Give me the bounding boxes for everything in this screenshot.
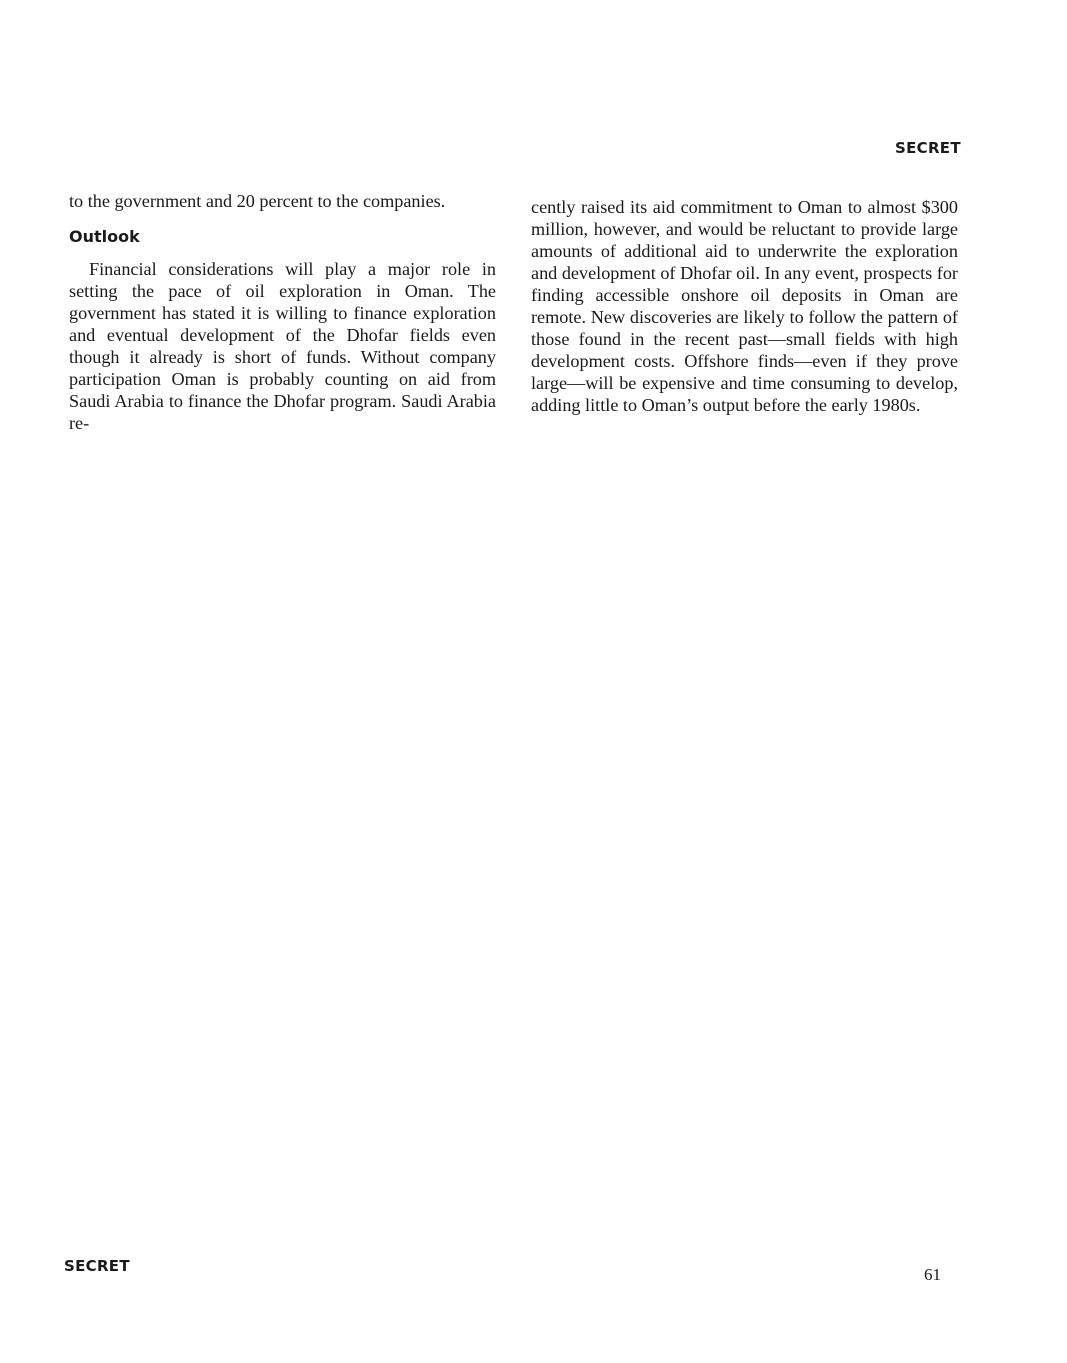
outlook-paragraph-continued: cently raised its aid commitment to Oman to almost $300 million, however, and would be reluctant to provide large amounts of additional aid to underwrite the exploration and development of Dhofar oil. In any event, prospects for finding accessible onshore oil deposits in Oman are remote. New discoveries are likely to follow the pattern of those found in the recent past—small fields with high development costs. Offshore finds—even if they prove large—will be expensive and time consuming to develop, adding little to Oman’s output before the early 1980s. (531, 197, 958, 415)
right-text-column (531, 196, 958, 416)
continuation-paragraph: to the government and 20 percent to the companies. (69, 191, 446, 211)
page-number: 61 (924, 1265, 941, 1284)
section-heading-outlook: Outlook (69, 227, 140, 246)
outlook-paragraph: Financial considerations will play a major role in setting the pace of oil exploration in Oman. The government has stated it is willing to finance exploration and eventual development of the Dhofar fields even though it already is short of funds. Without company participation Oman is probably counting on aid from Saudi Arabia to finance the Dhofar program. Saudi Arabia re- (69, 259, 496, 433)
left-text-column (69, 190, 496, 434)
header-classification-marking: SECRET (895, 139, 961, 157)
footer-classification-marking: SECRET (64, 1257, 130, 1275)
